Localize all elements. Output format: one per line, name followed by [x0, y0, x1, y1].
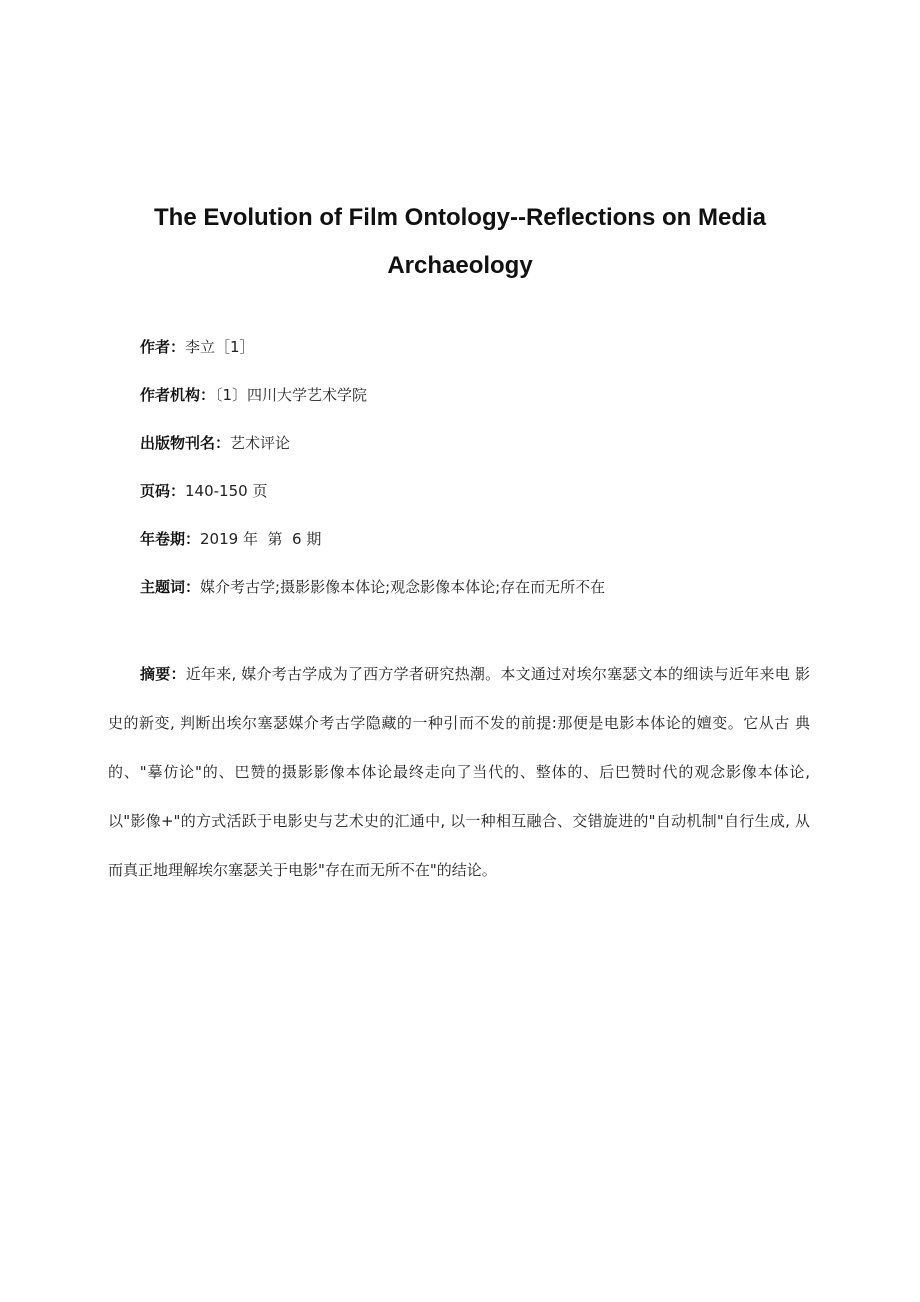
institution-row	[140, 385, 367, 405]
issue-label: 年卷期：	[140, 530, 201, 548]
abstract-label: 摘要：	[140, 665, 186, 683]
keywords-value: 媒介考古学;摄影影像本体论;观念影像本体论;存在而无所不在	[200, 578, 606, 596]
keywords-label: 主题词：	[140, 578, 201, 596]
publication-label: 出版物刊名：	[140, 434, 231, 452]
author-label: 作者：	[140, 338, 186, 356]
author-row	[140, 337, 255, 357]
institution-value: 〔1〕四川大学艺术学院	[215, 386, 368, 404]
publication-row	[140, 433, 290, 453]
publication-value: 艺术评论	[230, 434, 291, 452]
page-title: The Evolution of Film Ontology--Reflections on Media Archaeology	[154, 204, 766, 279]
pages-row	[140, 481, 267, 501]
institution-label: 作者机构：	[140, 386, 216, 404]
issue-row	[140, 529, 321, 549]
author-value: 李立［1］	[185, 338, 255, 356]
pages-value: 140-150 页	[185, 482, 268, 500]
issue-value: 2019 年 第 6 期	[200, 530, 322, 548]
abstract-paragraph	[108, 650, 810, 895]
keywords-row	[140, 577, 605, 597]
abstract-text: 近年来, 媒介考古学成为了西方学者研究热潮。本文通过对埃尔塞瑟文本的细读与近年来电 影史的新变, 判断出埃尔塞瑟媒介考古学隐藏的一种引而不发的前提:那便是电影本体论的嬗变。它从古 典的、"摹仿论"的、巴赞的摄影影像本体论最终走向了当代的、整体的、后巴赞时代的观念影像本体论, 以"影像+"的方式活跃于电影史与艺术史的汇通中, 以一种相互融合、交错旋进的"自动机制"自行生成, 从 而真正地理解埃尔塞瑟关于电影"存在而无所不在"的结论。	[108, 665, 810, 879]
pages-label: 页码：	[140, 482, 186, 500]
